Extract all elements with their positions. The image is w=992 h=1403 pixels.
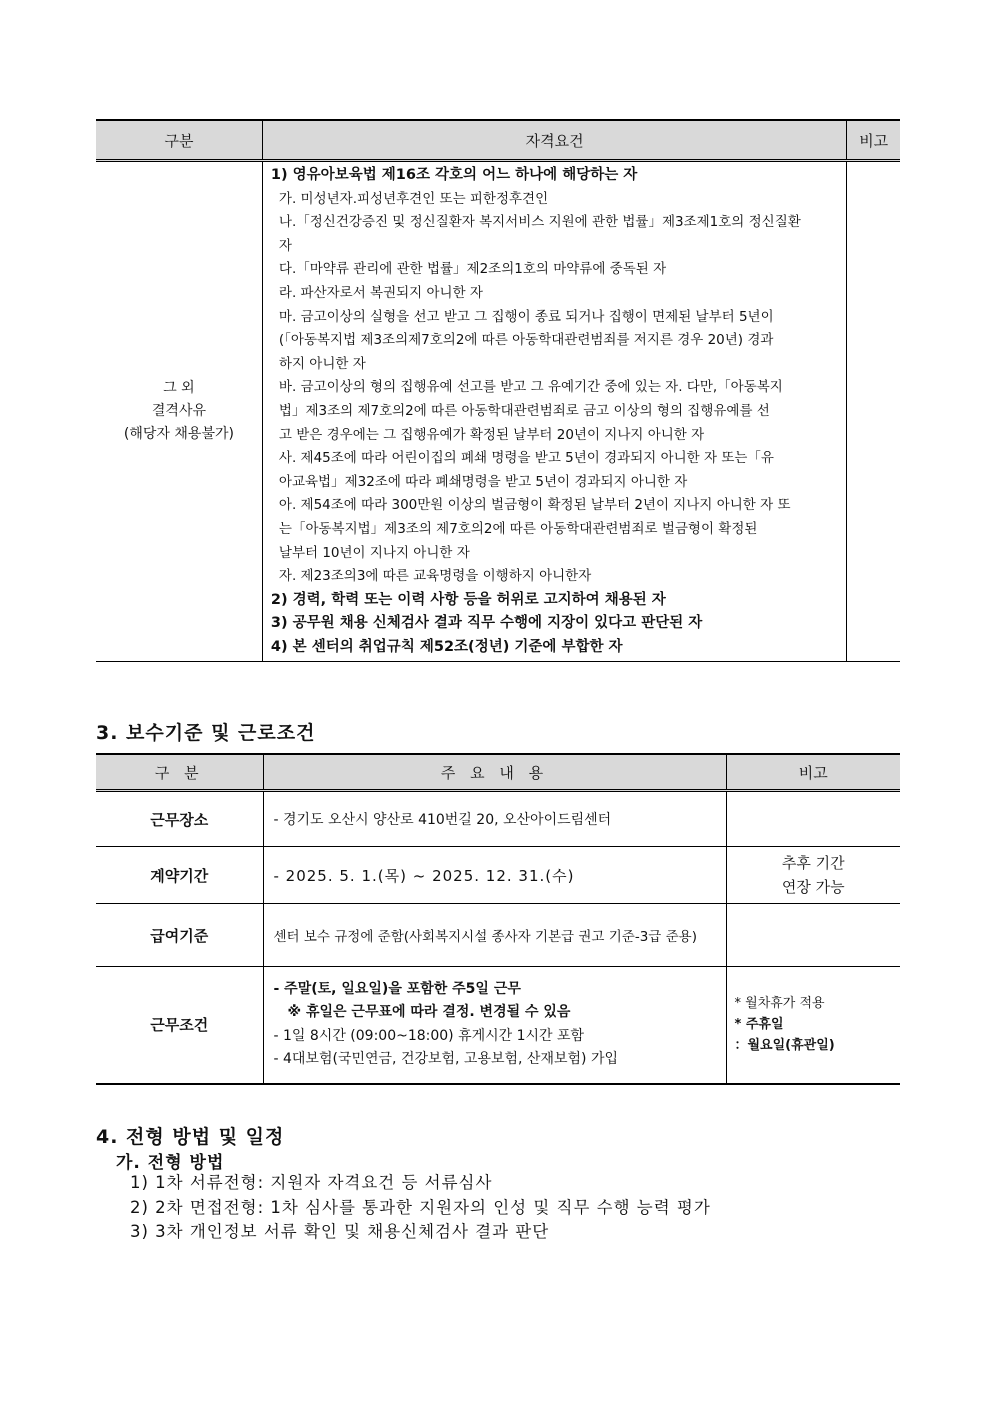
line: 가. 미성년자.피성년후견인 또는 피한정후견인	[278, 190, 549, 207]
content-line: - 4대보험(국민연금, 건강보험, 고용보험, 산재보험) 가입	[273, 1051, 618, 1068]
header-remarks: 비고	[847, 120, 900, 161]
row-label: 계약기간	[96, 847, 263, 904]
table-header-row	[96, 120, 900, 161]
table-row	[96, 847, 900, 904]
line: (「아동복지법 제3조의제7호의2에 따른 아동학대관련범죄를 저지른 경우 20년) 경과	[278, 332, 774, 349]
list-item: 2) 2차 면접전형: 1차 심사를 통과한 지원자의 인성 및 직무 수행 능력 평가	[130, 1197, 711, 1217]
req-item-1: 1) 영유아보육법 제16조 각호의 어느 하나에 해당하는 자	[270, 167, 638, 183]
row-note	[726, 967, 900, 1084]
header-category: 구분	[96, 120, 262, 161]
pay-conditions-table	[96, 753, 900, 1085]
header-remarks: 비고	[726, 754, 900, 791]
note-line: 연장 가능	[781, 878, 845, 896]
line: 법」제3조의 제7호의2에 따른 아동학대관련범죄로 금고 이상의 형의 집행유예를 선	[278, 402, 770, 419]
line: 자. 제23조의3에 따른 교육명령을 이행하지 아니한자	[278, 568, 592, 585]
line: 는「아동복지법」제3조의 제7호의2에 따른 아동학대관련범죄로 벌금형이 확정된	[278, 520, 758, 537]
row-note	[726, 847, 900, 904]
row-label: 급여기준	[96, 904, 263, 967]
req-item-4: 4) 본 센터의 취업규칙 제52조(정년) 기준에 부합한 자	[270, 638, 623, 655]
row-label-line: 그 외	[163, 380, 195, 397]
table-row	[96, 161, 900, 662]
row-label	[96, 161, 262, 662]
note-line: * 월차휴가 적용	[734, 996, 825, 1012]
row-label-line: (해당자 채용불가)	[123, 426, 234, 443]
note-line: ：월요일(휴관일)	[734, 1038, 835, 1054]
row-note	[726, 904, 900, 967]
table-row	[96, 791, 900, 847]
line: 날부터 10년이 지나지 아니한 자	[278, 544, 470, 561]
req-item-3: 3) 공무원 채용 신체검사 결과 직무 수행에 지장이 있다고 판단된 자	[270, 615, 703, 632]
header-content: 주 요 내 용	[263, 754, 726, 791]
line: 자	[278, 237, 292, 254]
table-row	[96, 904, 900, 967]
req-item-2: 2) 경력, 학력 또는 이력 사항 등을 허위로 고지하여 채용된 자	[270, 591, 666, 608]
row-content: - 2025. 5. 1.(목) ~ 2025. 12. 31.(수)	[263, 847, 726, 904]
req-sub-ba	[271, 376, 840, 447]
line: 하지 아니한 자	[278, 355, 366, 372]
line: 고 받은 경우에는 그 집행유예가 확정된 날부터 20년이 지나지 아니한 자	[278, 426, 705, 443]
content-line: - 주말(토, 일요일)을 포함한 주5일 근무	[273, 980, 521, 997]
table-row	[96, 967, 900, 1084]
line: 바. 금고이상의 형의 집행유예 선고를 받고 그 유예기간 중에 있는 자. 다만,「아동복지	[278, 379, 783, 396]
requirements-cell	[262, 161, 846, 662]
row-label: 근무장소	[96, 791, 263, 847]
row-content: 센터 보수 규정에 준함(사회복지시설 종사자 기본급 권고 기준-3급 준용)	[263, 904, 726, 967]
header-category: 구 분	[96, 754, 263, 791]
section4-title: 4. 전형 방법 및 일정	[96, 1126, 285, 1148]
row-content: - 경기도 오산시 양산로 410번길 20, 오산아이드림센터	[263, 791, 726, 847]
table-header-row	[96, 754, 900, 791]
remarks-cell	[847, 161, 900, 662]
line: 마. 금고이상의 실형을 선고 받고 그 집행이 종료 되거나 집행이 면제된 날부터 5년이	[278, 308, 774, 325]
req-sub-ma	[271, 306, 840, 377]
note-line: 추후 기간	[781, 854, 845, 872]
list-item: 1) 1차 서류전형: 지원자 자격요건 등 서류심사	[130, 1173, 493, 1192]
req-sub-ja	[271, 565, 840, 589]
req-sub-a	[271, 494, 840, 565]
line: 사. 제45조에 따라 어린이집의 폐쇄 명령을 받고 5년이 경과되지 아니한 자 또는「유	[278, 450, 774, 467]
disqualification-table	[96, 119, 900, 662]
req-sub-da	[271, 258, 840, 282]
header-requirements: 자격요건	[262, 120, 846, 161]
line: 라. 파산자로서 복권되지 아니한 자	[278, 284, 483, 301]
req-sub-ga	[271, 188, 840, 212]
req-sub-sa	[271, 447, 840, 494]
req-sub-na	[271, 211, 840, 258]
line: 다.「마약류 관리에 관한 법률」제2조의1호의 마약류에 중독된 자	[278, 261, 667, 278]
section4-subtitle: 가. 전형 방법	[116, 1153, 225, 1173]
note-line: * 주휴일	[734, 1017, 784, 1033]
content-line: ※ 휴일은 근무표에 따라 결정. 변경될 수 있음	[287, 1004, 571, 1021]
row-label: 근무조건	[96, 967, 263, 1084]
line: 아교육법」제32조에 따라 폐쇄명령을 받고 5년이 경과되지 아니한 자	[278, 473, 688, 490]
req-sub-ra	[271, 282, 840, 306]
row-note	[726, 791, 900, 847]
section3-title: 3. 보수기준 및 근로조건	[96, 722, 316, 744]
line: 나.「정신건강증진 및 정신질환자 복지서비스 지원에 관한 법률」제3조제1호의 정신질환	[278, 214, 801, 231]
row-label-line: 결격사유	[151, 403, 206, 420]
selection-method-list	[130, 1171, 711, 1245]
list-item: 3) 3차 개인정보 서류 확인 및 채용신체검사 결과 판단	[130, 1222, 550, 1241]
line: 아. 제54조에 따라 300만원 이상의 벌금형이 확정된 날부터 2년이 지나지 아니한 자 또	[278, 497, 791, 514]
row-content	[263, 967, 726, 1084]
content-line: - 1일 8시간 (09:00~18:00) 휴게시간 1시간 포함	[273, 1027, 585, 1044]
